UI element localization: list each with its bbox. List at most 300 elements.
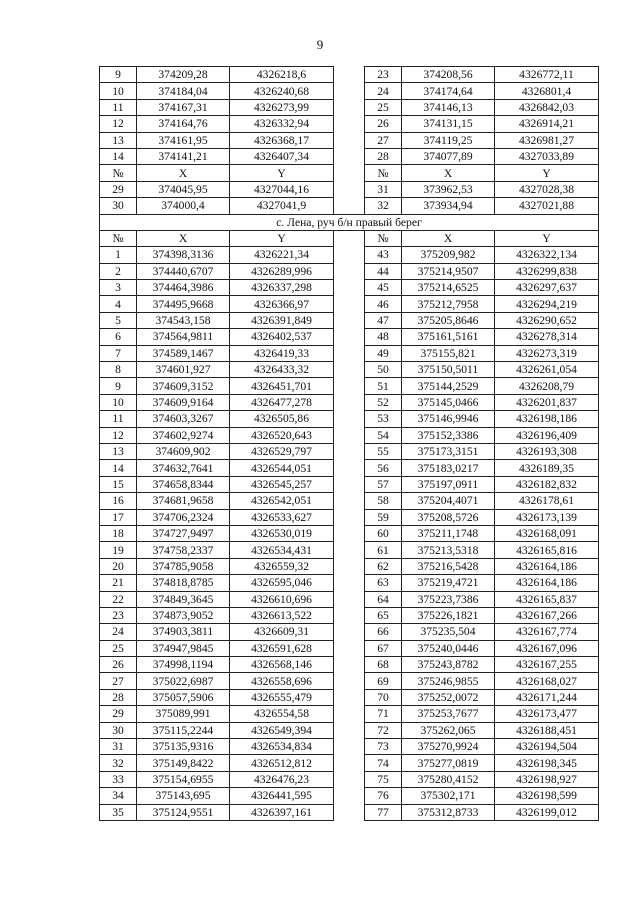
- y-coordinate-cell: 4326199,012: [495, 804, 599, 820]
- point-number-cell: 67: [365, 640, 402, 656]
- x-coordinate-cell: 374998,1194: [137, 657, 230, 673]
- y-coordinate-cell: 4326173,139: [495, 509, 599, 525]
- x-coordinate-cell: 374758,2337: [137, 542, 230, 558]
- y-coordinate-cell: 4327033,89: [495, 148, 599, 164]
- gap-cell: [334, 460, 365, 476]
- point-number-cell: 22: [100, 591, 137, 607]
- gap-cell: [334, 624, 365, 640]
- x-coordinate-cell: 375211,1748: [402, 525, 495, 541]
- y-coordinate-cell: 4326221,34: [230, 247, 334, 263]
- table-row: [100, 280, 599, 296]
- gap-cell: [334, 476, 365, 492]
- x-coordinate-cell: 375277,0819: [402, 755, 495, 771]
- point-number-cell: 5: [100, 312, 137, 328]
- x-coordinate-cell: 374818,8785: [137, 575, 230, 591]
- x-coordinate-cell: 374174,64: [402, 83, 495, 99]
- table-row: [100, 657, 599, 673]
- x-coordinate-cell: 375205,8646: [402, 312, 495, 328]
- table-row: [100, 739, 599, 755]
- point-number-cell: 53: [365, 411, 402, 427]
- x-coordinate-cell: 375226,1821: [402, 607, 495, 623]
- y-coordinate-cell: 4326173,477: [495, 706, 599, 722]
- y-coordinate-cell: 4326477,278: [230, 394, 334, 410]
- point-number-cell: 71: [365, 706, 402, 722]
- y-coordinate-cell: 4327028,38: [495, 181, 599, 197]
- point-number-cell: 46: [365, 296, 402, 312]
- point-number-cell: 30: [100, 198, 137, 214]
- point-number-cell: 1: [100, 247, 137, 263]
- table-row: [100, 525, 599, 541]
- gap-cell: [334, 706, 365, 722]
- header-row: [100, 230, 599, 246]
- y-coordinate-cell: 4326568,146: [230, 657, 334, 673]
- y-coordinate-cell: 4326182,832: [495, 476, 599, 492]
- y-coordinate-cell: 4326613,522: [230, 607, 334, 623]
- point-number-cell: 77: [365, 804, 402, 820]
- gap-cell: [334, 378, 365, 394]
- point-number-cell: 26: [365, 116, 402, 132]
- table-row: [100, 558, 599, 574]
- point-number-cell: 49: [365, 345, 402, 361]
- y-coordinate-cell: 4326198,186: [495, 411, 599, 427]
- point-number-cell: 23: [365, 67, 402, 83]
- point-number-cell: 73: [365, 739, 402, 755]
- y-coordinate-cell: 4326240,68: [230, 83, 334, 99]
- gap-cell: [334, 67, 365, 83]
- x-coordinate-cell: 374681,9658: [137, 493, 230, 509]
- point-number-cell: 35: [100, 804, 137, 820]
- x-coordinate-cell: 374045,95: [137, 181, 230, 197]
- gap-cell: [334, 591, 365, 607]
- gap-cell: [334, 607, 365, 623]
- x-coordinate-cell: 374495,9668: [137, 296, 230, 312]
- table-row: [100, 378, 599, 394]
- gap-cell: [334, 411, 365, 427]
- y-coordinate-cell: 4326322,134: [495, 247, 599, 263]
- point-number-cell: 28: [365, 148, 402, 164]
- x-coordinate-cell: 374398,3136: [137, 247, 230, 263]
- y-coordinate-cell: 4326544,051: [230, 460, 334, 476]
- gap-cell: [334, 132, 365, 148]
- gap-cell: [334, 804, 365, 820]
- y-coordinate-cell: 4326188,451: [495, 722, 599, 738]
- gap-cell: [334, 722, 365, 738]
- gap-cell: [334, 312, 365, 328]
- table-row: [100, 67, 599, 83]
- x-coordinate-cell: 375212,7958: [402, 296, 495, 312]
- x-coordinate-cell: 374209,28: [137, 67, 230, 83]
- point-number-cell: 10: [100, 394, 137, 410]
- gap-cell: [334, 263, 365, 279]
- point-number-cell: 21: [100, 575, 137, 591]
- x-coordinate-cell: 374208,56: [402, 67, 495, 83]
- y-coordinate-cell: 4326189,35: [495, 460, 599, 476]
- y-coordinate-cell: 4326542,051: [230, 493, 334, 509]
- y-coordinate-cell: 4326194,504: [495, 739, 599, 755]
- y-coordinate-cell: 4326299,838: [495, 263, 599, 279]
- point-number-cell: 75: [365, 771, 402, 787]
- x-coordinate-cell: 374785,9058: [137, 558, 230, 574]
- table-row: [100, 804, 599, 820]
- y-coordinate-cell: 4326273,319: [495, 345, 599, 361]
- x-coordinate-cell: 374141,21: [137, 148, 230, 164]
- y-coordinate-cell: 4326178,61: [495, 493, 599, 509]
- point-number-cell: 74: [365, 755, 402, 771]
- y-coordinate-cell: 4326294,219: [495, 296, 599, 312]
- point-number-cell: 23: [100, 607, 137, 623]
- y-coordinate-cell: 4327021,88: [495, 198, 599, 214]
- point-number-cell: 29: [100, 706, 137, 722]
- point-number-cell: 60: [365, 525, 402, 541]
- table-row: [100, 296, 599, 312]
- x-coordinate-cell: 375183,0217: [402, 460, 495, 476]
- y-coordinate-cell: 4326198,599: [495, 788, 599, 804]
- y-coordinate-cell: 4326914,21: [495, 116, 599, 132]
- point-number-cell: 4: [100, 296, 137, 312]
- table-row: [100, 624, 599, 640]
- y-coordinate-cell: 4326451,701: [230, 378, 334, 394]
- table-row: [100, 722, 599, 738]
- y-coordinate-cell: 4326261,054: [495, 362, 599, 378]
- x-coordinate-cell: 375204,4071: [402, 493, 495, 509]
- y-coordinate-cell: 4326591,628: [230, 640, 334, 656]
- table-row: [100, 263, 599, 279]
- y-coordinate-cell: 4326419,33: [230, 345, 334, 361]
- point-number-cell: 14: [100, 460, 137, 476]
- x-coordinate-cell: 374727,9497: [137, 525, 230, 541]
- point-number-cell: 12: [100, 427, 137, 443]
- point-number-cell: 56: [365, 460, 402, 476]
- point-number-cell: 65: [365, 607, 402, 623]
- x-coordinate-cell: 374077,89: [402, 148, 495, 164]
- gap-cell: [334, 509, 365, 525]
- y-coordinate-cell: 4326167,096: [495, 640, 599, 656]
- y-coordinate-cell: 4326164,186: [495, 558, 599, 574]
- x-coordinate-cell: 375270,9924: [402, 739, 495, 755]
- point-number-cell: 9: [100, 67, 137, 83]
- y-coordinate-cell: 4326610,696: [230, 591, 334, 607]
- point-number-cell: 15: [100, 476, 137, 492]
- gap-cell: [334, 345, 365, 361]
- table-row: [100, 575, 599, 591]
- table-row: [100, 673, 599, 689]
- x-coordinate-cell: 375216,5428: [402, 558, 495, 574]
- x-coordinate-cell: 374464,3986: [137, 280, 230, 296]
- y-coordinate-cell: 4326198,345: [495, 755, 599, 771]
- table-row: [100, 345, 599, 361]
- gap-cell: [334, 296, 365, 312]
- x-coordinate-cell: 375253,7677: [402, 706, 495, 722]
- point-number-cell: 63: [365, 575, 402, 591]
- x-coordinate-cell: 374440,6707: [137, 263, 230, 279]
- y-coordinate-cell: 4326595,046: [230, 575, 334, 591]
- y-coordinate-cell: 4326554,58: [230, 706, 334, 722]
- x-coordinate-cell: 375214,9507: [402, 263, 495, 279]
- x-coordinate-cell: 375022,6987: [137, 673, 230, 689]
- x-coordinate-cell: 375124,9551: [137, 804, 230, 820]
- point-number-cell: 25: [100, 640, 137, 656]
- y-coordinate-cell: 4326772,11: [495, 67, 599, 83]
- x-coordinate-cell: 373934,94: [402, 198, 495, 214]
- y-coordinate-cell: 4326167,266: [495, 607, 599, 623]
- x-coordinate-cell: 374164,76: [137, 116, 230, 132]
- point-number-cell: 25: [365, 99, 402, 115]
- x-coordinate-cell: 375161,5161: [402, 329, 495, 345]
- x-coordinate-cell: 375208,5726: [402, 509, 495, 525]
- gap-cell: [334, 558, 365, 574]
- x-coordinate-cell: 375302,171: [402, 788, 495, 804]
- point-number-cell: 7: [100, 345, 137, 361]
- point-number-cell: 32: [100, 755, 137, 771]
- x-coordinate-cell: 375145,0466: [402, 394, 495, 410]
- number-header: №: [100, 230, 137, 246]
- y-coordinate-cell: 4326433,32: [230, 362, 334, 378]
- number-header: №: [100, 165, 137, 181]
- x-coordinate-cell: 374589,1467: [137, 345, 230, 361]
- x-coordinate-cell: 374609,9164: [137, 394, 230, 410]
- point-number-cell: 11: [100, 99, 137, 115]
- point-number-cell: 9: [100, 378, 137, 394]
- y-coordinate-cell: 4326368,17: [230, 132, 334, 148]
- gap-cell: [334, 525, 365, 541]
- x-header: X: [402, 230, 495, 246]
- table-row: [100, 542, 599, 558]
- gap-cell: [334, 198, 365, 214]
- table-row: [100, 99, 599, 115]
- point-number-cell: 17: [100, 509, 137, 525]
- gap-cell: [334, 394, 365, 410]
- point-number-cell: 44: [365, 263, 402, 279]
- y-coordinate-cell: 4326332,94: [230, 116, 334, 132]
- point-number-cell: 24: [365, 83, 402, 99]
- x-coordinate-cell: 374564,9811: [137, 329, 230, 345]
- table-row: [100, 411, 599, 427]
- point-number-cell: 32: [365, 198, 402, 214]
- y-coordinate-cell: 4326407,34: [230, 148, 334, 164]
- gap-cell: [334, 689, 365, 705]
- table-row: [100, 132, 599, 148]
- x-coordinate-cell: 375213,5318: [402, 542, 495, 558]
- point-number-cell: 33: [100, 771, 137, 787]
- point-number-cell: 29: [100, 181, 137, 197]
- table-row: [100, 706, 599, 722]
- y-header: Y: [495, 165, 599, 181]
- point-number-cell: 6: [100, 329, 137, 345]
- gap-cell: [334, 230, 365, 246]
- point-number-cell: 19: [100, 542, 137, 558]
- table-row: [100, 427, 599, 443]
- gap-cell: [334, 165, 365, 181]
- table-row: [100, 198, 599, 214]
- y-coordinate-cell: 4326198,927: [495, 771, 599, 787]
- table-row: [100, 607, 599, 623]
- x-coordinate-cell: 375152,3386: [402, 427, 495, 443]
- point-number-cell: 12: [100, 116, 137, 132]
- y-coordinate-cell: 4326402,537: [230, 329, 334, 345]
- point-number-cell: 20: [100, 558, 137, 574]
- point-number-cell: 47: [365, 312, 402, 328]
- point-number-cell: 3: [100, 280, 137, 296]
- point-number-cell: 43: [365, 247, 402, 263]
- x-coordinate-cell: 374167,31: [137, 99, 230, 115]
- y-coordinate-cell: 4326801,4: [495, 83, 599, 99]
- page-number: 9: [316, 37, 324, 52]
- y-coordinate-cell: 4326981,27: [495, 132, 599, 148]
- x-coordinate-cell: 374658,8344: [137, 476, 230, 492]
- point-number-cell: 18: [100, 525, 137, 541]
- y-coordinate-cell: 4326337,298: [230, 280, 334, 296]
- table-row: [100, 394, 599, 410]
- y-coordinate-cell: 4326559,32: [230, 558, 334, 574]
- x-coordinate-cell: 375173,3151: [402, 443, 495, 459]
- gap-cell: [334, 493, 365, 509]
- x-coordinate-cell: 374543,158: [137, 312, 230, 328]
- y-coordinate-cell: 4326558,696: [230, 673, 334, 689]
- number-header: №: [365, 230, 402, 246]
- y-coordinate-cell: 4326273,99: [230, 99, 334, 115]
- point-number-cell: 16: [100, 493, 137, 509]
- table-row: [100, 83, 599, 99]
- point-number-cell: 68: [365, 657, 402, 673]
- y-coordinate-cell: 4326533,627: [230, 509, 334, 525]
- point-number-cell: 13: [100, 132, 137, 148]
- point-number-cell: 28: [100, 689, 137, 705]
- point-number-cell: 57: [365, 476, 402, 492]
- y-coordinate-cell: 4326505,86: [230, 411, 334, 427]
- y-coordinate-cell: 4326164,186: [495, 575, 599, 591]
- gap-cell: [334, 280, 365, 296]
- y-coordinate-cell: 4326529,797: [230, 443, 334, 459]
- x-coordinate-cell: 374632,7641: [137, 460, 230, 476]
- point-number-cell: 8: [100, 362, 137, 378]
- gap-cell: [334, 83, 365, 99]
- x-coordinate-cell: 375240,0446: [402, 640, 495, 656]
- y-header: Y: [230, 165, 334, 181]
- gap-cell: [334, 362, 365, 378]
- x-coordinate-cell: 374184,04: [137, 83, 230, 99]
- point-number-cell: 30: [100, 722, 137, 738]
- coordinates-table: [99, 66, 599, 821]
- y-coordinate-cell: 4326512,812: [230, 755, 334, 771]
- y-coordinate-cell: 4326208,79: [495, 378, 599, 394]
- point-number-cell: 14: [100, 148, 137, 164]
- y-coordinate-cell: 4326167,774: [495, 624, 599, 640]
- y-coordinate-cell: 4326171,244: [495, 689, 599, 705]
- x-coordinate-cell: 374706,2324: [137, 509, 230, 525]
- x-coordinate-cell: 375280,4152: [402, 771, 495, 787]
- gap-cell: [334, 148, 365, 164]
- x-coordinate-cell: 375197,0911: [402, 476, 495, 492]
- table-row: [100, 755, 599, 771]
- x-coordinate-cell: 375262,065: [402, 722, 495, 738]
- table-row: [100, 771, 599, 787]
- gap-cell: [334, 116, 365, 132]
- y-coordinate-cell: 4326218,6: [230, 67, 334, 83]
- x-coordinate-cell: 374947,9845: [137, 640, 230, 656]
- y-coordinate-cell: 4326549,394: [230, 722, 334, 738]
- gap-cell: [334, 575, 365, 591]
- table-row: [100, 181, 599, 197]
- table-row: [100, 329, 599, 345]
- x-coordinate-cell: 374601,927: [137, 362, 230, 378]
- x-coordinate-cell: 374146,13: [402, 99, 495, 115]
- gap-cell: [334, 247, 365, 263]
- table-row: [100, 493, 599, 509]
- y-coordinate-cell: 4326530,019: [230, 525, 334, 541]
- point-number-cell: 48: [365, 329, 402, 345]
- table-row: [100, 689, 599, 705]
- point-number-cell: 34: [100, 788, 137, 804]
- x-coordinate-cell: 375235,504: [402, 624, 495, 640]
- x-coordinate-cell: 374131,15: [402, 116, 495, 132]
- x-coordinate-cell: 374000,4: [137, 198, 230, 214]
- x-coordinate-cell: 374609,3152: [137, 378, 230, 394]
- point-number-cell: 55: [365, 443, 402, 459]
- point-number-cell: 13: [100, 443, 137, 459]
- point-number-cell: 31: [365, 181, 402, 197]
- table-row: [100, 362, 599, 378]
- section-title: с. Лена, руч б/н правый берег: [100, 214, 599, 230]
- x-coordinate-cell: 375219,4721: [402, 575, 495, 591]
- y-coordinate-cell: 4326476,23: [230, 771, 334, 787]
- table-row: [100, 509, 599, 525]
- table-row: [100, 148, 599, 164]
- y-coordinate-cell: 4326290,652: [495, 312, 599, 328]
- x-coordinate-cell: 375115,2244: [137, 722, 230, 738]
- x-header: X: [137, 165, 230, 181]
- x-coordinate-cell: 374849,3645: [137, 591, 230, 607]
- header-row: [100, 165, 599, 181]
- x-coordinate-cell: 375146,9946: [402, 411, 495, 427]
- x-coordinate-cell: 374602,9274: [137, 427, 230, 443]
- point-number-cell: 31: [100, 739, 137, 755]
- y-coordinate-cell: 4326534,834: [230, 739, 334, 755]
- table-row: [100, 116, 599, 132]
- y-coordinate-cell: 4326520,643: [230, 427, 334, 443]
- x-coordinate-cell: 375149,8422: [137, 755, 230, 771]
- table-row: [100, 247, 599, 263]
- y-coordinate-cell: 4326842,03: [495, 99, 599, 115]
- point-number-cell: 11: [100, 411, 137, 427]
- x-coordinate-cell: 374903,3811: [137, 624, 230, 640]
- gap-cell: [334, 755, 365, 771]
- x-coordinate-cell: 375057,5906: [137, 689, 230, 705]
- y-coordinate-cell: 4327044,16: [230, 181, 334, 197]
- y-coordinate-cell: 4326168,091: [495, 525, 599, 541]
- point-number-cell: 24: [100, 624, 137, 640]
- point-number-cell: 62: [365, 558, 402, 574]
- table-row: [100, 476, 599, 492]
- x-coordinate-cell: 375154,6955: [137, 771, 230, 787]
- y-header: Y: [495, 230, 599, 246]
- y-coordinate-cell: 4326366,97: [230, 296, 334, 312]
- gap-cell: [334, 443, 365, 459]
- y-coordinate-cell: 4326534,431: [230, 542, 334, 558]
- point-number-cell: 27: [365, 132, 402, 148]
- table-row: [100, 460, 599, 476]
- x-coordinate-cell: 374603,3267: [137, 411, 230, 427]
- y-coordinate-cell: 4326196,409: [495, 427, 599, 443]
- point-number-cell: 45: [365, 280, 402, 296]
- gap-cell: [334, 99, 365, 115]
- point-number-cell: 59: [365, 509, 402, 525]
- gap-cell: [334, 771, 365, 787]
- gap-cell: [334, 427, 365, 443]
- x-coordinate-cell: 374161,95: [137, 132, 230, 148]
- gap-cell: [334, 640, 365, 656]
- x-coordinate-cell: 375214,6525: [402, 280, 495, 296]
- point-number-cell: 52: [365, 394, 402, 410]
